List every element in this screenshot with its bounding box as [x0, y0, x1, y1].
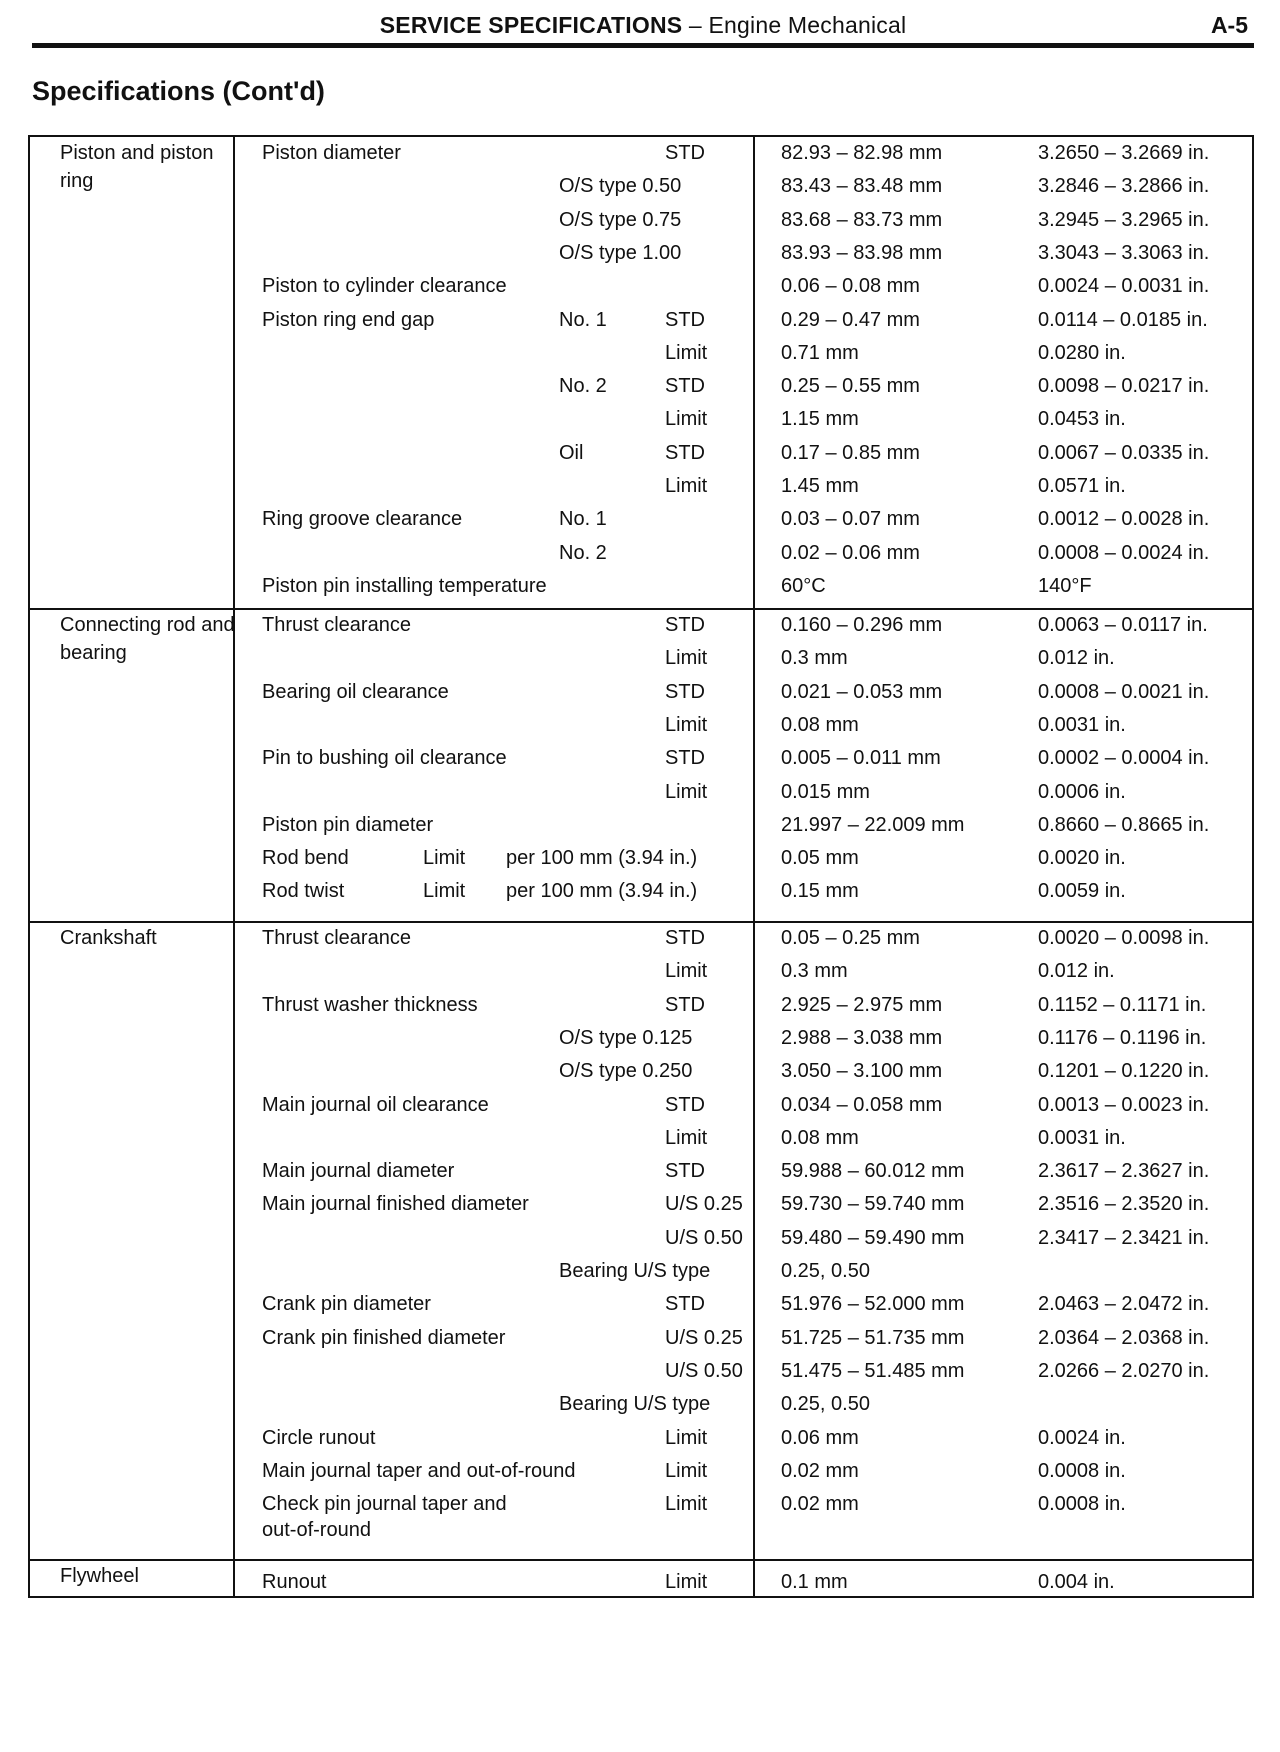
value-metric: 0.02 – 0.06 mm [781, 541, 920, 564]
category-label: Crankshaft [60, 927, 157, 949]
value-imperial: 0.0024 – 0.0031 in. [1038, 275, 1210, 298]
spec-qualifier: STD [665, 441, 705, 464]
value-imperial: 3.2650 – 3.2669 in. [1038, 142, 1210, 164]
spec-subitem: No. 2 [559, 375, 607, 398]
value-imperial: 0.0024 in. [1038, 1426, 1126, 1449]
spec-item-label: Thrust washer thickness [262, 993, 478, 1016]
value-imperial: 0.0067 – 0.0335 in. [1038, 441, 1210, 464]
value-metric: 0.25 – 0.55 mm [781, 375, 920, 398]
category-label: Connecting rod and bearing [60, 614, 235, 664]
spec-item-label: Check pin journal taper and [262, 1493, 507, 1516]
value-metric: 0.03 – 0.07 mm [781, 508, 920, 531]
value-imperial: 0.012 in. [1038, 960, 1115, 983]
spec-item-label: Ring groove clearance [262, 508, 463, 531]
section-divider [30, 921, 1252, 923]
value-metric: 0.034 – 0.058 mm [781, 1093, 943, 1116]
spec-qualifier: STD [665, 375, 705, 398]
value-imperial: 0.0059 in. [1038, 880, 1126, 903]
spec-item-label: Circle runout [262, 1426, 376, 1449]
value-imperial: 0.8660 – 0.8665 in. [1038, 813, 1210, 836]
spec-item-label: Piston diameter [262, 142, 401, 164]
spec-subitem: O/S type 0.75 [559, 208, 682, 231]
spec-qualifier: Limit [665, 780, 708, 803]
spec-qualifier: STD [665, 993, 705, 1016]
spec-subitem: O/S type 1.00 [559, 241, 682, 264]
value-metric: 21.997 – 22.009 mm [781, 813, 965, 836]
header-title-separator: – [682, 12, 709, 38]
spec-item-label: Crank pin diameter [262, 1293, 431, 1316]
value-imperial: 0.1201 – 0.1220 in. [1038, 1060, 1210, 1083]
spec-qualifier: STD [665, 927, 705, 949]
header-title-bold: SERVICE SPECIFICATIONS [379, 12, 683, 38]
spec-qualifier: STD [665, 1293, 705, 1316]
spec-qualifier: Limit [665, 647, 708, 670]
specifications-table [28, 135, 1254, 1598]
value-imperial: 0.0006 in. [1038, 780, 1126, 803]
spec-subitem: Bearing U/S type [559, 1260, 711, 1282]
section-title: Specifications (Cont'd) [32, 76, 325, 106]
spec-qualifier: Limit [665, 408, 708, 431]
value-metric: 59.730 – 59.740 mm [781, 1193, 965, 1216]
value-metric: 2.925 – 2.975 mm [781, 993, 943, 1016]
value-imperial: 0.0031 in. [1038, 713, 1126, 736]
value-metric: 83.68 – 83.73 mm [781, 208, 943, 231]
spec-subitem: Bearing U/S type [559, 1393, 711, 1416]
value-metric: 51.976 – 52.000 mm [781, 1293, 965, 1316]
value-imperial: 0.0008 – 0.0024 in. [1038, 541, 1210, 564]
value-metric: 0.05 – 0.25 mm [781, 927, 920, 949]
value-imperial: 0.0020 in. [1038, 847, 1126, 870]
spec-subitem: Oil [559, 441, 584, 464]
value-imperial: 0.0008 in. [1038, 1459, 1126, 1482]
spec-item-label: Runout [262, 1571, 327, 1593]
spec-qualifier: U/S 0.25 [665, 1193, 743, 1216]
value-imperial: 0.004 in. [1038, 1571, 1115, 1593]
spec-qualifier: Limit [665, 713, 708, 736]
value-imperial: 0.0013 – 0.0023 in. [1038, 1093, 1210, 1116]
value-imperial: 3.3043 – 3.3063 in. [1038, 241, 1210, 264]
value-metric: 0.160 – 0.296 mm [781, 614, 943, 636]
spec-item-label: Rod bend [262, 847, 349, 870]
spec-qualifier: U/S 0.50 [665, 1226, 743, 1249]
value-metric: 83.43 – 83.48 mm [781, 175, 943, 198]
spec-item-label: Piston pin diameter [262, 813, 434, 836]
value-imperial: 0.0008 in. [1038, 1493, 1126, 1516]
value-imperial: 0.0063 – 0.0117 in. [1038, 614, 1208, 636]
page-header-title [32, 12, 1254, 39]
value-metric: 0.08 mm [781, 713, 859, 736]
value-imperial: 0.0280 in. [1038, 341, 1126, 364]
value-metric: 0.15 mm [781, 880, 859, 903]
spec-item-label: Main journal finished diameter [262, 1193, 529, 1216]
value-imperial: 0.1176 – 0.1196 in. [1038, 1026, 1207, 1049]
value-metric: 0.25, 0.50 [781, 1260, 870, 1282]
value-metric: 0.17 – 0.85 mm [781, 441, 920, 464]
value-metric: 0.71 mm [781, 341, 859, 364]
spec-item-label: Piston pin installing temperature [262, 574, 547, 597]
value-metric: 0.02 mm [781, 1493, 859, 1516]
value-imperial: 0.0098 – 0.0217 in. [1038, 375, 1210, 398]
spec-item-label: Thrust clearance [262, 614, 411, 636]
spec-qualifier: Limit [665, 960, 708, 983]
value-metric: 0.05 mm [781, 847, 859, 870]
spec-qualifier: Limit [665, 475, 708, 497]
spec-qualifier: Limit [665, 1459, 708, 1482]
value-imperial: 0.0114 – 0.0185 in. [1038, 308, 1208, 331]
value-metric: 0.005 – 0.011 mm [781, 747, 941, 770]
spec-qualifier: Limit [665, 1126, 708, 1149]
value-metric: 0.015 mm [781, 780, 870, 803]
spec-item-label: Pin to bushing oil clearance [262, 747, 507, 770]
spec-subitem: O/S type 0.50 [559, 175, 682, 198]
spec-subitem: O/S type 0.250 [559, 1060, 693, 1083]
value-metric: 60°C [781, 574, 826, 597]
value-metric: 0.25, 0.50 [781, 1393, 870, 1416]
page-number: A-5 [1210, 12, 1248, 38]
spec-qualifier: STD [665, 1093, 705, 1116]
value-imperial: 0.0002 – 0.0004 in. [1038, 747, 1210, 770]
value-metric: 0.06 – 0.08 mm [781, 275, 920, 298]
value-imperial: 140°F [1038, 574, 1092, 597]
section-divider [30, 608, 1252, 610]
spec-qualifier: STD [665, 142, 705, 164]
spec-qualifier: Limit [423, 847, 466, 870]
page-header [32, 6, 1254, 46]
spec-qualifier: Limit [665, 1493, 708, 1516]
value-imperial: 0.012 in. [1038, 647, 1115, 670]
value-metric: 0.06 mm [781, 1426, 859, 1449]
value-metric: 51.725 – 51.735 mm [781, 1326, 965, 1349]
value-metric: 2.988 – 3.038 mm [781, 1026, 943, 1049]
value-imperial: 3.2846 – 3.2866 in. [1038, 175, 1210, 198]
spec-item-label: Main journal oil clearance [262, 1093, 489, 1116]
value-imperial: 2.0266 – 2.0270 in. [1038, 1359, 1210, 1382]
spec-qualifier: Limit [423, 880, 466, 903]
value-metric: 0.1 mm [781, 1571, 848, 1593]
value-imperial: 0.0571 in. [1038, 475, 1126, 497]
value-imperial: 2.0463 – 2.0472 in. [1038, 1293, 1210, 1316]
value-imperial: 0.0012 – 0.0028 in. [1038, 508, 1210, 531]
value-metric: 83.93 – 83.98 mm [781, 241, 943, 264]
value-imperial: 2.3617 – 2.3627 in. [1038, 1160, 1210, 1183]
value-metric: 0.3 mm [781, 960, 848, 983]
spec-item-label: Piston ring end gap [262, 308, 435, 331]
spec-condition: per 100 mm (3.94 in.) [506, 880, 698, 903]
category-label: Piston and piston ring [60, 142, 214, 192]
header-rule [32, 43, 1254, 48]
section-divider [30, 1559, 1252, 1561]
spec-item-label: Main journal taper and out-of-round [262, 1459, 576, 1482]
value-metric: 59.988 – 60.012 mm [781, 1160, 965, 1183]
spec-subitem: O/S type 0.125 [559, 1026, 693, 1049]
value-metric: 1.15 mm [781, 408, 859, 431]
value-metric: 51.475 – 51.485 mm [781, 1359, 965, 1382]
spec-item-label: Bearing oil clearance [262, 680, 449, 703]
value-metric: 0.08 mm [781, 1126, 859, 1149]
spec-item-label: Piston to cylinder clearance [262, 275, 507, 298]
spec-qualifier: STD [665, 747, 705, 770]
value-imperial: 2.3516 – 2.3520 in. [1038, 1193, 1210, 1216]
category-label: Flywheel [60, 1565, 139, 1587]
value-imperial: 0.1152 – 0.1171 in. [1038, 993, 1207, 1016]
value-metric: 1.45 mm [781, 475, 859, 497]
header-title-subtitle: Engine Mechanical [708, 12, 907, 38]
column-divider-category [233, 137, 235, 1596]
spec-item-label: Thrust clearance [262, 927, 411, 949]
spec-condition: per 100 mm (3.94 in.) [506, 847, 698, 870]
value-imperial: 0.0031 in. [1038, 1126, 1126, 1149]
spec-item-label-cont: out-of-round [262, 1519, 371, 1542]
value-imperial: 2.3417 – 2.3421 in. [1038, 1226, 1210, 1249]
value-metric: 0.021 – 0.053 mm [781, 680, 943, 703]
column-divider-values [753, 137, 755, 1596]
spec-qualifier: STD [665, 680, 705, 703]
value-imperial: 0.0008 – 0.0021 in. [1038, 680, 1210, 703]
spec-qualifier: STD [665, 308, 705, 331]
spec-item-label: Crank pin finished diameter [262, 1326, 506, 1349]
spec-qualifier: U/S 0.50 [665, 1359, 743, 1382]
value-imperial: 3.2945 – 3.2965 in. [1038, 208, 1210, 231]
spec-qualifier: U/S 0.25 [665, 1326, 743, 1349]
spec-subitem: No. 2 [559, 541, 607, 564]
spec-qualifier: STD [665, 1160, 705, 1183]
spec-item-label: Rod twist [262, 880, 345, 903]
value-metric: 0.02 mm [781, 1459, 859, 1482]
value-metric: 0.29 – 0.47 mm [781, 308, 920, 331]
value-metric: 82.93 – 82.98 mm [781, 142, 943, 164]
spec-item-label: Main journal diameter [262, 1160, 455, 1183]
spec-subitem: No. 1 [559, 308, 607, 331]
value-metric: 3.050 – 3.100 mm [781, 1060, 943, 1083]
value-imperial: 2.0364 – 2.0368 in. [1038, 1326, 1210, 1349]
value-metric: 0.3 mm [781, 647, 848, 670]
spec-qualifier: Limit [665, 1571, 708, 1593]
value-imperial: 0.0020 – 0.0098 in. [1038, 927, 1210, 949]
value-metric: 59.480 – 59.490 mm [781, 1226, 965, 1249]
spec-qualifier: Limit [665, 1426, 708, 1449]
spec-qualifier: STD [665, 614, 705, 636]
spec-qualifier: Limit [665, 341, 708, 364]
value-imperial: 0.0453 in. [1038, 408, 1126, 431]
spec-subitem: No. 1 [559, 508, 607, 531]
